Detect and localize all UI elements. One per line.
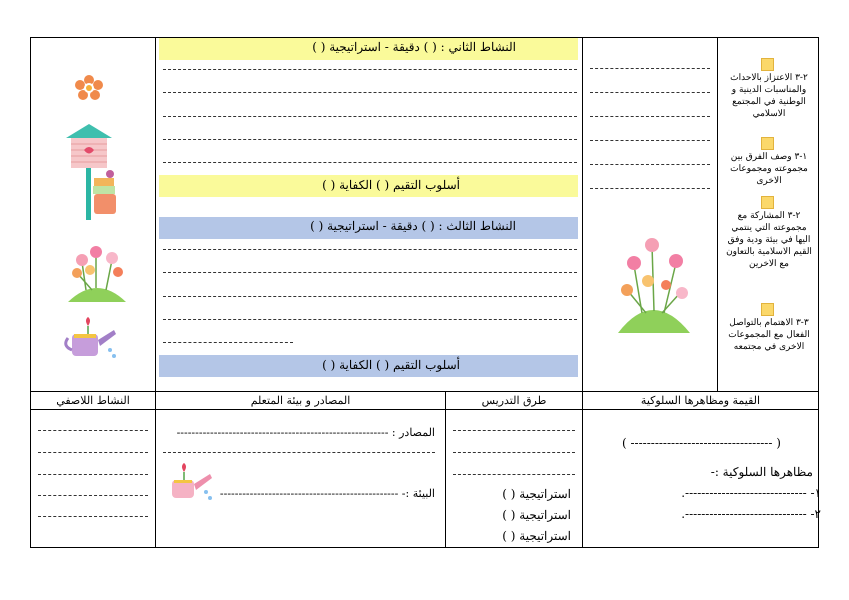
answer-line xyxy=(163,272,577,273)
answer-line xyxy=(163,296,577,297)
answer-line xyxy=(38,516,148,517)
answer-line xyxy=(163,69,577,70)
behavior-item-1: ١- ------------------------------. xyxy=(681,486,821,500)
answer-line xyxy=(163,92,577,93)
answer-line xyxy=(590,164,710,165)
divider xyxy=(30,409,819,410)
behavior-item-2: ٢- ------------------------------. xyxy=(681,507,821,521)
answer-line xyxy=(163,162,577,163)
answer-line xyxy=(453,452,575,453)
activity3-header xyxy=(159,217,578,239)
answer-line xyxy=(163,249,577,250)
divider xyxy=(445,391,446,548)
environment-line: البيئة :- ------------------------------------------------ xyxy=(219,487,435,500)
answer-line xyxy=(590,116,710,117)
objective-4: ٣-٣ الاهتمام بالتواصل الفعال مع المجموعات الاخرى في مجتمعه xyxy=(728,318,810,352)
activity3-title: النشاط الثالث : ( ) دقيقة - استراتيجية ( ) xyxy=(310,219,516,233)
answer-line xyxy=(590,68,710,69)
sources-line: المصادر : --------------------------------------------------------- xyxy=(176,426,435,439)
objective-2: ١-٣ وصف الفرق بين مجموعته ومجموعات الاخرى xyxy=(730,152,808,186)
values-header: القيمة ومظاهرها السلوكية xyxy=(640,394,761,407)
activity2-assessment: أسلوب التقيم ( ) الكفاية ( ) xyxy=(322,178,460,192)
objective-1: ٢-٣ الاعتزاز بالاحداث والمناسبات الدينية و الوطنية في المجتمع الاسلامي xyxy=(730,73,808,119)
strategy-2: استراتيجية ( ) xyxy=(502,508,571,522)
objective-3: ٢-٣ المشاركة مع مجموعته التي ينتمي اليها في بيئة ودية وفق القيم الاسلامية بالتعاون مع الاخرين xyxy=(726,211,812,269)
divider xyxy=(155,37,156,548)
flowerbed-icon xyxy=(66,240,128,304)
answer-line xyxy=(590,140,710,141)
objective-bullet xyxy=(761,196,774,209)
activity3-assessment: أسلوب التقيم ( ) الكفاية ( ) xyxy=(322,358,460,372)
divider xyxy=(30,391,819,392)
answer-line xyxy=(163,139,577,140)
watering-can-icon xyxy=(166,462,214,504)
birdhouse-icon xyxy=(64,122,122,222)
watering-can-icon xyxy=(64,316,118,362)
objective-bullet xyxy=(761,58,774,71)
answer-line xyxy=(38,430,148,431)
flower-icon xyxy=(74,74,104,102)
objective-bullet xyxy=(761,303,774,316)
strategy-1: استراتيجية ( ) xyxy=(502,487,571,501)
methods-header: طرق التدريس xyxy=(481,394,547,407)
answer-line xyxy=(163,342,293,343)
answer-line xyxy=(590,92,710,93)
divider xyxy=(717,37,718,391)
answer-line xyxy=(590,188,710,189)
value-line: ( ----------------------------------- ) xyxy=(622,436,781,450)
answer-line xyxy=(453,474,575,475)
activity2-title: النشاط الثاني : ( ) دقيقة - استراتيجية ( ) xyxy=(312,40,516,54)
flowerbed-icon xyxy=(612,233,694,335)
answer-line xyxy=(38,474,148,475)
resources-header: المصادر و بيئة المتعلم xyxy=(250,394,351,407)
objective-bullet xyxy=(761,137,774,150)
answer-line xyxy=(163,452,435,453)
extracurricular-header: النشاط اللاصفي xyxy=(56,394,130,407)
strategy-3: استراتيجية ( ) xyxy=(502,529,571,543)
divider xyxy=(582,37,583,548)
activity3-assessment-band xyxy=(159,355,578,377)
answer-line xyxy=(38,452,148,453)
activity2-header xyxy=(159,38,578,60)
answer-line xyxy=(163,116,577,117)
answer-line xyxy=(453,430,575,431)
behaviors-label: مظاهرها السلوكية :- xyxy=(710,465,813,479)
answer-line xyxy=(163,319,577,320)
answer-line xyxy=(38,495,148,496)
lesson-plan-frame xyxy=(30,37,819,548)
activity2-assessment-band xyxy=(159,175,578,197)
